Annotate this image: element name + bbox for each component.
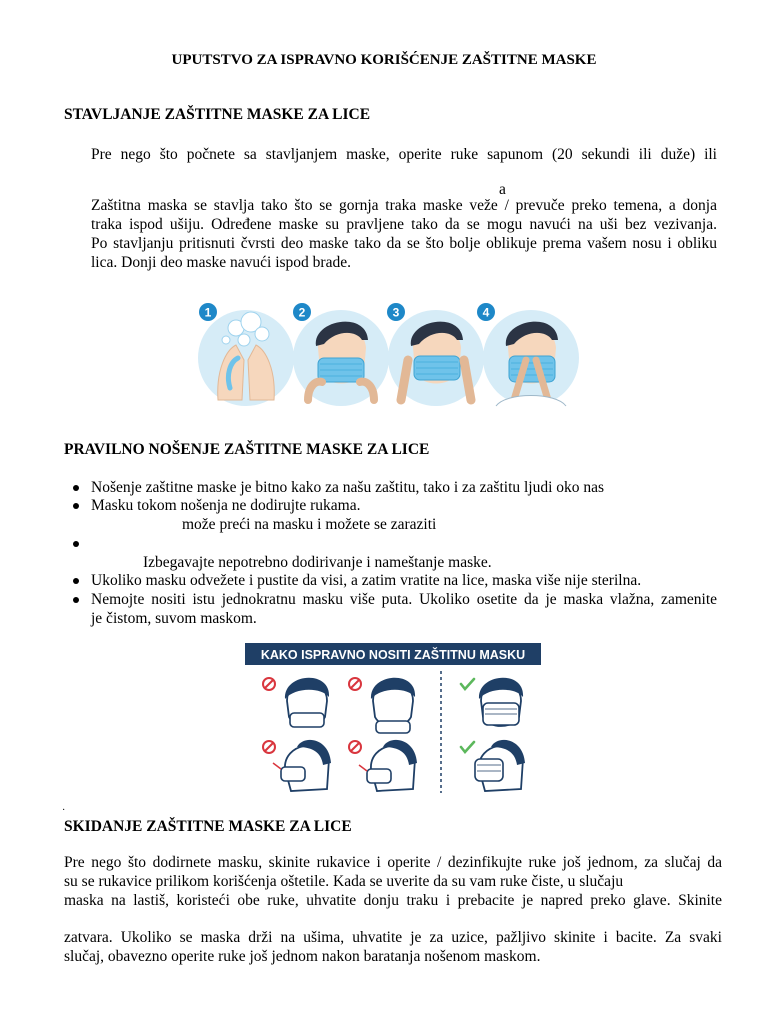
- step-3-number: 3: [392, 305, 400, 320]
- bullet-item: Ukoliko masku odvežete i pustite da visi, a zatim vratite na lice, maska više nije sterilna.: [91, 572, 642, 589]
- bullet-item-continuation: može preći na masku i možete se zaraziti: [182, 516, 437, 533]
- step-2-image: [293, 310, 389, 406]
- step-4-badge: [477, 303, 495, 321]
- infographic-banner-text: KAKO ISPRAVNO NOSITI ZAŠTITNU MASKU: [260, 648, 526, 662]
- paragraph-line: Pre nego što počnete sa stavljanjem maske, operite ruke sapunom (20 sekundi ili duže) ili: [91, 146, 717, 163]
- bullet-item: Nemojte nositi istu jednokratnu masku više puta. Ukoliko osetite da je maska vlažna, zamenite: [91, 591, 717, 608]
- bullet-dot: [73, 597, 79, 603]
- paragraph-line: maska na lastiš, koristeći obe ruke, uhvatite donju traku i prebacite je napred preko glave. Skinite: [64, 892, 722, 909]
- step-1-number: 1: [204, 305, 212, 320]
- document-title: UPUTSTVO ZA ISPRAVNO KORIŠĆENJE ZAŠTITNE MASKE: [171, 52, 597, 68]
- mask-steps-illustration: [196, 300, 581, 410]
- section-heading-putting-on: STAVLJANJE ZAŠTITNE MASKE ZA LICE: [64, 106, 371, 123]
- step-4-image: [483, 310, 579, 406]
- section-heading-wearing: PRAVILNO NOŠENJE ZAŠTITNE MASKE ZA LICE: [64, 441, 430, 458]
- checkmark-icon: [461, 679, 474, 689]
- paragraph-line: su se rukavice prilikom korišćenja oštetile. Kada se uverite da su vam ruke čiste, u slučaju: [64, 873, 624, 890]
- wrong-example-side-view-1: [263, 740, 331, 791]
- step-1-badge: [199, 303, 217, 321]
- bullet-dot: [73, 485, 79, 491]
- correct-example-front: [461, 678, 523, 726]
- section-heading-removing: SKIDANJE ZAŠTITNE MASKE ZA LICE: [64, 818, 352, 835]
- step-3-badge: [387, 303, 405, 321]
- step-2-badge: [293, 303, 311, 321]
- wrong-example-mask-below-nose: [263, 678, 329, 727]
- paragraph-line: Zaštitna maska se stavlja tako što se gornja traka maske veže / prevuče preko temena, a donja: [91, 197, 717, 214]
- paragraph-line: slučaj, obavezno operite ruke još jednom nakon baratanja nošenom maskom.: [64, 948, 541, 965]
- bullet-item: Masku tokom nošenja ne dodirujte rukama.: [91, 497, 361, 514]
- bullet-item: Nošenje zaštitne maske je bitno kako za našu zaštitu, tako i za zaštitu ljudi oko nas: [91, 479, 605, 496]
- wrong-example-mask-on-chin: [349, 678, 415, 733]
- bullet-dot: [73, 578, 79, 584]
- step-1-handwash-image: [198, 310, 294, 406]
- paragraph-line: Po stavljanju pritisnuti čvrsti deo maske tako da se što bolje oblikuje prema vašem nosu i obliku: [91, 235, 717, 252]
- paragraph-line: lica. Donji deo maske navući ispod brade.: [91, 254, 351, 271]
- bullet-item-continuation: Izbegavajte nepotrebno dodirivanje i nameštanje maske.: [143, 554, 492, 571]
- paragraph-line: zatvara. Ukoliko se maska drži na ušima, uhvatite je za uzice, pažljivo skinite i bacite. Za svaki: [64, 929, 722, 946]
- how-to-wear-mask-infographic: [245, 643, 541, 795]
- paragraph-line: Pre nego što dodirnete masku, skinite rukavice i operite / dezinfikujte ruke još jednom, za slučaj da: [64, 854, 722, 871]
- correct-example-side-view: [461, 740, 525, 791]
- paragraph-line: traka ispod ušiju. Određene maske su pravljene tako da se mogu navući na uši bez vezivanja.: [91, 216, 717, 233]
- wrong-example-side-view-2: [349, 740, 417, 791]
- stray-mark: ·: [62, 805, 66, 816]
- stray-letter: a: [499, 181, 506, 198]
- checkmark-icon: [461, 742, 474, 752]
- bullet-dot: [73, 503, 79, 509]
- step-4-number: 4: [482, 305, 490, 320]
- bullet-dot-empty: [73, 541, 79, 547]
- step-3-image: [388, 310, 484, 406]
- bullet-item-line2: je čistom, suvom maskom.: [91, 610, 257, 627]
- step-2-number: 2: [298, 305, 306, 320]
